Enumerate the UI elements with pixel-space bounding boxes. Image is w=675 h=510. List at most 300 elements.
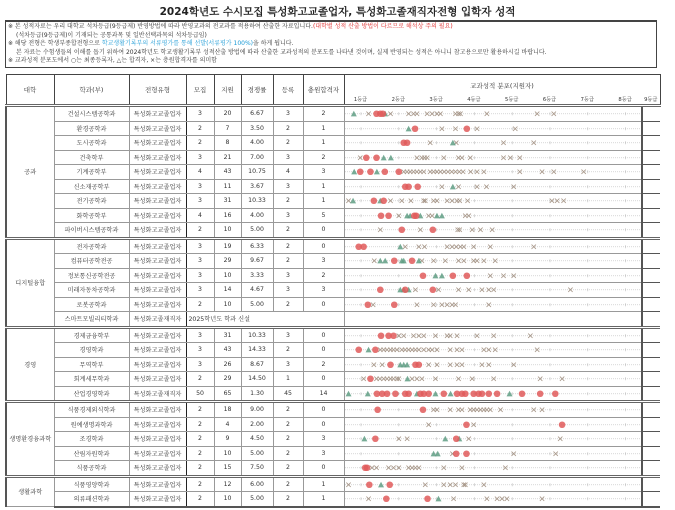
admission-type: 특성화고교졸업자 <box>129 283 186 298</box>
extra-value: 1 <box>303 136 344 151</box>
college-name: 경영 <box>6 327 54 402</box>
note-highlight: 학교생활기록부의 서류평가를 통해 선발(서류평가 100%) <box>101 40 253 48</box>
distribution-chart <box>344 343 642 358</box>
dept-name: 신소재공학부 <box>54 179 129 194</box>
distribution-plot <box>345 240 643 254</box>
enrolled-value: 3 <box>273 327 303 343</box>
enrolled-value: 1 <box>273 372 303 387</box>
header-applicants: 지원 <box>214 75 241 106</box>
row-edge <box>642 357 660 372</box>
dept-name: 회계세무학과 <box>54 372 129 387</box>
distribution-plot <box>345 298 643 312</box>
circle-marker-enrolled <box>429 286 436 293</box>
applicants-value: 31 <box>214 327 241 343</box>
extra-value: 2 <box>303 150 344 165</box>
distribution-chart <box>344 476 642 492</box>
circle-marker-enrolled <box>377 212 384 219</box>
applicants-value: 12 <box>214 476 241 492</box>
extra-value: 3 <box>303 446 344 461</box>
table-row <box>6 492 660 507</box>
circle-marker-enrolled <box>408 257 415 264</box>
dept-name: 산림자원학과 <box>54 446 129 461</box>
applicants-value: 65 <box>214 386 241 402</box>
extra-value: 1 <box>303 492 344 507</box>
dept-name: 도시공학과 <box>54 136 129 151</box>
applicants-value: 7 <box>214 121 241 136</box>
ratio-value: 5.00 <box>241 297 273 312</box>
triangle-marker-accepted <box>361 436 367 442</box>
cross-marker-extra-admit <box>484 184 488 188</box>
circle-marker-enrolled <box>364 301 371 308</box>
circle-marker-enrolled <box>381 168 388 175</box>
circle-marker-enrolled <box>374 406 381 413</box>
enrolled-value: 2 <box>273 461 303 477</box>
applicants-value: 19 <box>214 238 241 254</box>
quota-value: 2 <box>186 223 214 239</box>
extra-value: 0 <box>303 461 344 477</box>
dept-name: 스마트모빌리티학과 <box>54 312 129 328</box>
header-extra: 충원합격자 <box>303 75 344 106</box>
grade-label-5: 5등급 <box>505 97 519 103</box>
ratio-value: 6.33 <box>241 238 273 254</box>
note-text: ※ 본 성적자료는 우리 대학교 석차등급(9등급제) 반영방법에 따라 반영교과의 전교과를 적용하여 산출한 자료입니다. <box>8 23 313 30</box>
distribution-plot <box>345 329 643 343</box>
college-name: 디지털융합 <box>6 238 54 327</box>
admission-type: 특성화고교졸업자 <box>129 136 186 151</box>
circle-marker-enrolled <box>355 346 362 353</box>
applicants-value: 14 <box>214 283 241 298</box>
table-row <box>6 476 660 492</box>
dept-name: 경제금융학부 <box>54 327 129 343</box>
ratio-value: 7.50 <box>241 461 273 477</box>
cross-marker-extra-admit <box>388 112 392 116</box>
quota-value: 2 <box>186 121 214 136</box>
enrolled-value: 2 <box>273 194 303 209</box>
table-row <box>6 106 660 122</box>
ratio-value: 4.50 <box>241 432 273 447</box>
row-edge <box>642 194 660 209</box>
grade-axis <box>344 95 642 106</box>
table-row <box>6 165 660 180</box>
ratio-value: 4.00 <box>241 136 273 151</box>
admission-type: 특성화고교졸업자 <box>129 194 186 209</box>
ratio-value: 8.67 <box>241 357 273 372</box>
distribution-chart <box>344 402 642 418</box>
quota-value: 3 <box>186 327 214 343</box>
row-edge <box>642 386 660 402</box>
circle-marker-enrolled <box>377 332 384 339</box>
circle-marker-enrolled <box>424 495 431 502</box>
page-title: 2024학년도 수시모집 특성화고교졸업자, 특성화고졸재직자전형 입학자 성적 <box>159 6 516 18</box>
extra-value: 14 <box>303 386 344 402</box>
header-type: 전형유형 <box>129 75 186 106</box>
ratio-value: 9.67 <box>241 254 273 269</box>
header-chart: 교과성적 분포(지원자) <box>344 75 660 96</box>
row-edge <box>642 106 660 122</box>
table-row <box>6 446 660 461</box>
circle-marker-enrolled <box>463 450 470 457</box>
circle-marker-enrolled <box>398 226 405 233</box>
applicants-value: 29 <box>214 254 241 269</box>
quota-value: 2 <box>186 372 214 387</box>
cross-marker-extra-admit <box>456 184 460 188</box>
enrolled-value: 2 <box>273 254 303 269</box>
extra-value: 3 <box>303 254 344 269</box>
enrolled-value: 2 <box>273 121 303 136</box>
row-edge <box>642 312 660 328</box>
extra-value: 0 <box>303 223 344 239</box>
circle-marker-enrolled <box>383 495 390 502</box>
distribution-chart <box>344 372 642 387</box>
circle-marker-enrolled <box>452 450 459 457</box>
admission-type: 특성화고교졸업자 <box>129 223 186 239</box>
row-edge <box>642 476 660 492</box>
extra-value: 1 <box>303 179 344 194</box>
college-name: 공과 <box>6 106 54 239</box>
applicants-value: 9 <box>214 432 241 447</box>
distribution-plot <box>345 358 643 372</box>
cross-marker-extra-admit <box>346 482 350 486</box>
distribution-chart-empty <box>344 312 642 328</box>
distribution-plot <box>345 492 643 506</box>
quota-value: 3 <box>186 343 214 358</box>
circle-marker-enrolled <box>415 361 422 368</box>
applicants-value: 43 <box>214 165 241 180</box>
row-edge <box>642 223 660 239</box>
table-row <box>6 343 660 358</box>
ratio-value: 2.00 <box>241 417 273 432</box>
distribution-plot <box>345 372 643 386</box>
ratio-value: 5.00 <box>241 446 273 461</box>
circle-marker-enrolled <box>452 435 459 442</box>
distribution-chart <box>344 165 642 180</box>
admission-type: 특성화고졸재직자 <box>129 312 186 328</box>
table-row <box>6 254 660 269</box>
header-ratio: 경쟁률 <box>241 75 273 106</box>
distribution-plot <box>345 165 643 179</box>
row-edge <box>642 150 660 165</box>
quota-value: 50 <box>186 386 214 402</box>
distribution-plot <box>345 403 643 417</box>
grade-label-6: 6등급 <box>542 97 557 103</box>
ratio-value: 4.67 <box>241 283 273 298</box>
circle-marker-enrolled <box>425 390 432 397</box>
triangle-marker-accepted <box>397 243 403 249</box>
circle-marker-enrolled <box>373 154 380 161</box>
note-line-4: 본 자료는 수험생들의 이해를 돕기 위하여 2024학년도 학교생활기록부 성적산출 방법에 따라 산출한 교과성적의 분포도를 나타낸 것이며, 실제 반영되는 성적은 아니니 참고용으로만 활용하시길 바랍니다. <box>16 48 547 56</box>
extra-value: 1 <box>303 476 344 492</box>
new-dept-note: 2025학년도 학과 신설 <box>186 312 344 328</box>
quota-value: 2 <box>186 446 214 461</box>
ratio-value: 10.33 <box>241 194 273 209</box>
dept-name: 기계공학부 <box>54 165 129 180</box>
quota-value: 2 <box>186 297 214 312</box>
admission-type: 특성화고교졸업자 <box>129 268 186 283</box>
dept-name: 원예생명과학과 <box>54 417 129 432</box>
circle-marker-enrolled <box>376 286 383 293</box>
distribution-chart <box>344 357 642 372</box>
ratio-value: 5.00 <box>241 223 273 239</box>
triangle-marker-accepted <box>447 390 453 396</box>
circle-marker-enrolled <box>462 390 469 397</box>
circle-marker-enrolled <box>478 390 485 397</box>
table-row <box>6 194 660 209</box>
note-line-2: (석차등급(9등급제)이 기재되는 공통과목 및 일반선택과목의 석차등급임) <box>16 31 207 39</box>
cross-marker-extra-admit <box>388 199 392 203</box>
extra-value: 0 <box>303 327 344 343</box>
quota-value: 3 <box>186 357 214 372</box>
cross-marker-extra-admit <box>374 466 378 470</box>
circle-marker-enrolled <box>518 390 525 397</box>
triangle-marker-accepted <box>449 140 455 146</box>
cross-marker-extra-admit <box>422 244 426 248</box>
distribution-chart <box>344 238 642 254</box>
row-edge <box>642 446 660 461</box>
extra-value: 1 <box>303 121 344 136</box>
admission-type: 특성화고교졸업자 <box>129 446 186 461</box>
triangle-marker-accepted <box>377 258 383 264</box>
row-edge <box>642 136 660 151</box>
quota-value: 3 <box>186 150 214 165</box>
circle-marker-enrolled <box>414 183 421 190</box>
extra-value: 1 <box>303 194 344 209</box>
ratio-value: 14.33 <box>241 343 273 358</box>
row-edge <box>642 165 660 180</box>
applicants-value: 26 <box>214 357 241 372</box>
distribution-chart <box>344 150 642 165</box>
table-row <box>6 327 660 343</box>
circle-marker-enrolled <box>367 375 374 382</box>
table-row <box>6 223 660 239</box>
distribution-plot <box>345 254 643 268</box>
notes-box <box>5 20 657 68</box>
extra-value: 3 <box>303 283 344 298</box>
enrolled-value: 45 <box>273 386 303 402</box>
enrolled-value: 2 <box>273 476 303 492</box>
applicants-value: 10 <box>214 297 241 312</box>
circle-marker-enrolled <box>419 406 426 413</box>
grade-label-1: 1등급 <box>353 97 368 103</box>
extra-value: 3 <box>303 432 344 447</box>
circle-marker-enrolled <box>390 332 397 339</box>
note-warning: (대학별 성적 산출 방법이 다르므로 해석상 주의 필요) <box>312 23 453 30</box>
ratio-value: 10.75 <box>241 165 273 180</box>
table-row <box>6 121 660 136</box>
ratio-value: 1.30 <box>241 386 273 402</box>
distribution-chart <box>344 194 642 209</box>
quota-value: 2 <box>186 492 214 507</box>
enrolled-value: 2 <box>273 343 303 358</box>
applicants-value: 21 <box>214 150 241 165</box>
dept-name: 식품경제외식학과 <box>54 402 129 418</box>
enrolled-value: 3 <box>273 208 303 223</box>
header-dept: 학과(부) <box>54 75 129 106</box>
extra-value: 0 <box>303 238 344 254</box>
table-row <box>6 268 660 283</box>
circle-marker-enrolled <box>372 435 379 442</box>
college-name: 생활과학 <box>6 476 54 507</box>
admission-type: 특성화고교졸업자 <box>129 372 186 387</box>
enrolled-value: 3 <box>273 268 303 283</box>
admission-type: 특성화고교졸업자 <box>129 165 186 180</box>
applicants-value: 15 <box>214 461 241 477</box>
quota-value: 2 <box>186 402 214 418</box>
dept-name: 로봇공학과 <box>54 297 129 312</box>
distribution-plot <box>345 447 643 461</box>
admission-type: 특성화고교졸업자 <box>129 417 186 432</box>
circle-marker-enrolled <box>386 481 393 488</box>
distribution-plot <box>345 461 643 475</box>
distribution-chart <box>344 121 642 136</box>
header-college: 대학 <box>6 75 54 106</box>
distribution-chart <box>344 254 642 269</box>
circle-marker-enrolled <box>405 390 412 397</box>
quota-value: 4 <box>186 208 214 223</box>
applicants-value: 31 <box>214 194 241 209</box>
dept-name: 전자공학과 <box>54 238 129 254</box>
distribution-plot <box>345 387 643 401</box>
enrolled-value: 4 <box>273 165 303 180</box>
cross-marker-extra-admit <box>436 288 440 292</box>
circle-marker-enrolled <box>372 346 379 353</box>
distribution-chart <box>344 492 642 507</box>
table-row <box>6 297 660 312</box>
distribution-plot <box>345 343 643 357</box>
table-row <box>6 417 660 432</box>
triangle-marker-accepted <box>345 390 351 396</box>
applicants-value: 10 <box>214 446 241 461</box>
quota-value: 3 <box>186 283 214 298</box>
table-row <box>6 150 660 165</box>
circle-marker-enrolled <box>367 168 374 175</box>
triangle-marker-accepted <box>365 347 371 353</box>
dept-name: 건설시스템공학과 <box>54 106 129 122</box>
quota-value: 2 <box>186 461 214 477</box>
distribution-plot <box>345 432 643 446</box>
table-row <box>6 136 660 151</box>
circle-marker-enrolled <box>392 390 399 397</box>
distribution-chart <box>344 268 642 283</box>
distribution-plot <box>345 136 643 150</box>
grade-label-3: 3등급 <box>429 97 443 103</box>
grade-label-9: 9등급 <box>642 95 660 106</box>
admission-type: 특성화고교졸업자 <box>129 150 186 165</box>
grade-label-7: 7등급 <box>580 97 594 103</box>
row-edge <box>642 432 660 447</box>
row-edge <box>642 254 660 269</box>
enrolled-value: 3 <box>273 150 303 165</box>
row-edge <box>642 208 660 223</box>
admission-type: 특성화고교졸업자 <box>129 327 186 343</box>
row-edge <box>642 179 660 194</box>
note-text: 을 하게 됩니다. <box>253 40 294 48</box>
triangle-marker-accepted <box>449 183 455 189</box>
circle-marker-enrolled <box>390 257 397 264</box>
extra-value: 0 <box>303 402 344 418</box>
circle-marker-enrolled <box>370 197 377 204</box>
circle-marker-enrolled <box>493 390 500 397</box>
quota-value: 2 <box>186 432 214 447</box>
row-edge <box>642 327 660 343</box>
row-edge <box>642 238 660 254</box>
enrolled-value: 2 <box>273 492 303 507</box>
enrolled-value: 2 <box>273 136 303 151</box>
ratio-value: 6.67 <box>241 106 273 122</box>
dept-name: 의류패션학과 <box>54 492 129 507</box>
circle-marker-enrolled <box>395 168 402 175</box>
table-row <box>6 372 660 387</box>
circle-marker-enrolled <box>558 421 565 428</box>
ratio-value: 10.33 <box>241 327 273 343</box>
enrolled-value: 3 <box>273 357 303 372</box>
applicants-value: 18 <box>214 402 241 418</box>
extra-value: 0 <box>303 372 344 387</box>
applicants-value: 10 <box>214 268 241 283</box>
applicants-value: 4 <box>214 417 241 432</box>
extra-value: 2 <box>303 106 344 122</box>
ratio-value: 5.00 <box>241 492 273 507</box>
header-enrolled: 등록 <box>273 75 303 106</box>
distribution-chart <box>344 417 642 432</box>
admission-type: 특성화고교졸업자 <box>129 179 186 194</box>
quota-value: 3 <box>186 179 214 194</box>
quota-value: 2 <box>186 136 214 151</box>
applicants-value: 10 <box>214 223 241 239</box>
circle-marker-enrolled <box>463 272 470 279</box>
admission-type: 특성화고교졸업자 <box>129 402 186 418</box>
extra-value: 0 <box>303 417 344 432</box>
admission-type: 특성화고교졸업자 <box>129 343 186 358</box>
row-edge <box>642 283 660 298</box>
circle-marker-enrolled <box>401 286 408 293</box>
distribution-plot <box>345 269 643 283</box>
circle-marker-enrolled <box>366 481 373 488</box>
applicants-value: 16 <box>214 208 241 223</box>
row-edge <box>642 402 660 418</box>
ratio-value: 7.00 <box>241 150 273 165</box>
dept-name: 미래자동차공학과 <box>54 283 129 298</box>
table-row <box>6 179 660 194</box>
distribution-plot <box>345 122 643 136</box>
admission-type: 특성화고교졸업자 <box>129 238 186 254</box>
row-edge <box>642 268 660 283</box>
triangle-marker-accepted <box>405 125 411 131</box>
circle-marker-enrolled <box>419 272 426 279</box>
distribution-chart <box>344 208 642 223</box>
dept-name: 무역학부 <box>54 357 129 372</box>
row-edge <box>642 121 660 136</box>
table-row <box>6 461 660 477</box>
cross-marker-extra-admit <box>456 259 460 263</box>
distribution-chart <box>344 386 642 402</box>
circle-marker-enrolled <box>362 154 369 161</box>
dept-name: 정보통신공학전공 <box>54 268 129 283</box>
distribution-chart <box>344 179 642 194</box>
extra-value: 2 <box>303 268 344 283</box>
enrolled-value: 2 <box>273 238 303 254</box>
dept-name: 조경학과 <box>54 432 129 447</box>
distribution-plot <box>345 223 643 237</box>
applicants-value: 10 <box>214 492 241 507</box>
enrolled-value: 2 <box>273 297 303 312</box>
enrolled-value: 2 <box>273 432 303 447</box>
distribution-chart <box>344 136 642 151</box>
admission-type: 특성화고졸재직자 <box>129 386 186 402</box>
dept-name: 산업경영학과 <box>54 386 129 402</box>
extra-value: 5 <box>303 208 344 223</box>
admission-type: 특성화고교졸업자 <box>129 432 186 447</box>
circle-marker-enrolled <box>412 212 419 219</box>
